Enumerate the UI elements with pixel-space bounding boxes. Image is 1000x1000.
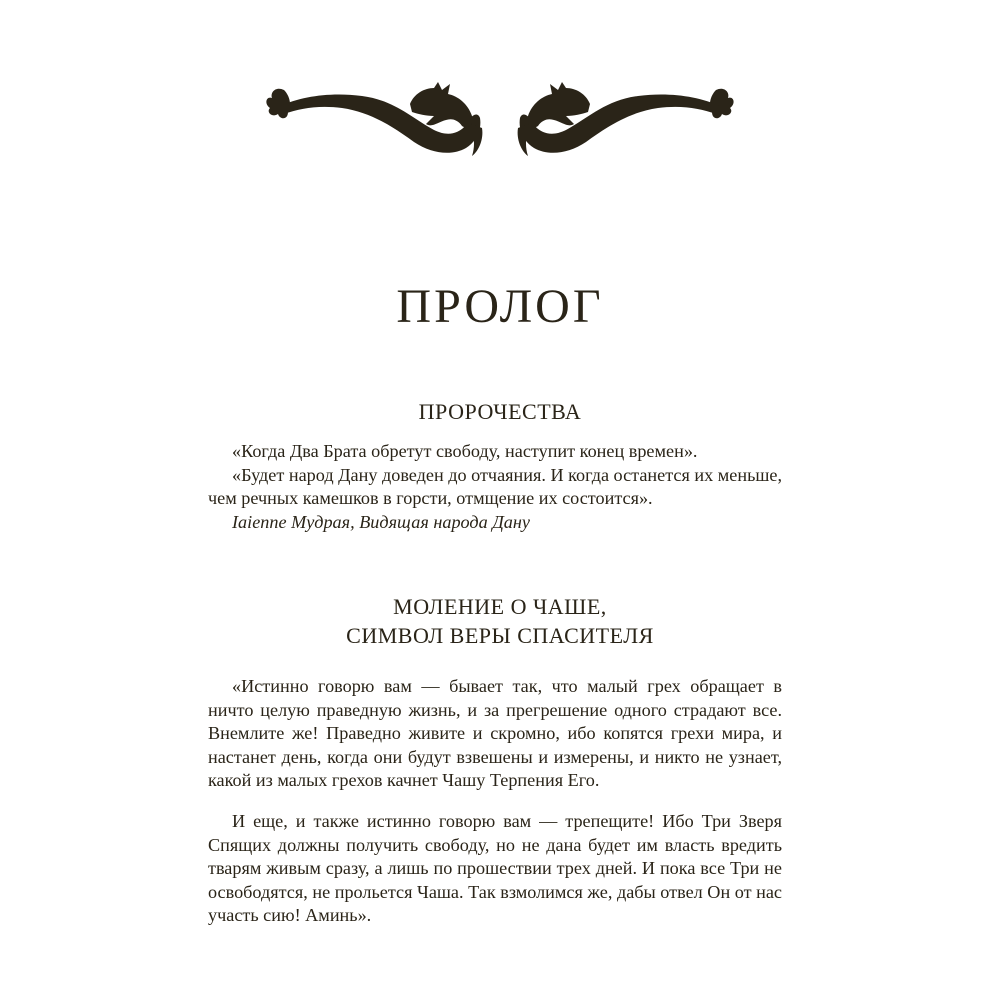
twin-dragons-ornament-icon [262,78,738,164]
prophecies-heading: ПРОРОЧЕСТВА [418,399,582,424]
prayer-text-2 [208,810,782,928]
prophecy-paragraph: «Будет народ Дану доведен до отчаяния. И когда останется их меньше, чем речных камешков в горсти, отмщение их состоится». [208,464,782,508]
left-dragon-icon [266,82,482,156]
right-dragon-icon [518,82,734,156]
prayer-heading-line: МОЛЕНИЕ О ЧАШЕ, [393,594,607,619]
prophecy-paragraph: «Когда Два Брата обретут свободу, наступит конец времен». [232,441,698,461]
prayer-paragraph: «Истинно говорю вам — бывает так, что малый грех обращает в ничто целую праведную жизнь, и за прегрешение одного страдают все. Внемлите же! Праведно живите и скромно, ибо копятся грехи мира, и настанет день, когда они будут взвешены и измерены, и никто не узнает, какой из малых грехов качнет Чашу Терпения Его. [208,676,782,790]
prayer-heading [0,592,1000,650]
prayer-paragraph: И еще, и также истинно говорю вам — трепещите! Ибо Три Зверя Спящих должны получить свободу, но не дана будет им власть вредить тварям живым сразу, а лишь по прошествии трех дней. И пока все Три не освободятся, не прольется Чаша. Так взмолимся же, дабы отвел Он от нас участь сию! Аминь». [208,811,782,925]
prophecy-attribution: Iaienne Мудрая, Видящая народа Дану [232,511,530,532]
prayer-text-1 [208,675,782,793]
chapter-title: ПРОЛОГ [396,280,604,333]
prophecies-text [208,440,782,534]
prayer-heading-line: СИМВОЛ ВЕРЫ СПАСИТЕЛЯ [346,623,654,648]
